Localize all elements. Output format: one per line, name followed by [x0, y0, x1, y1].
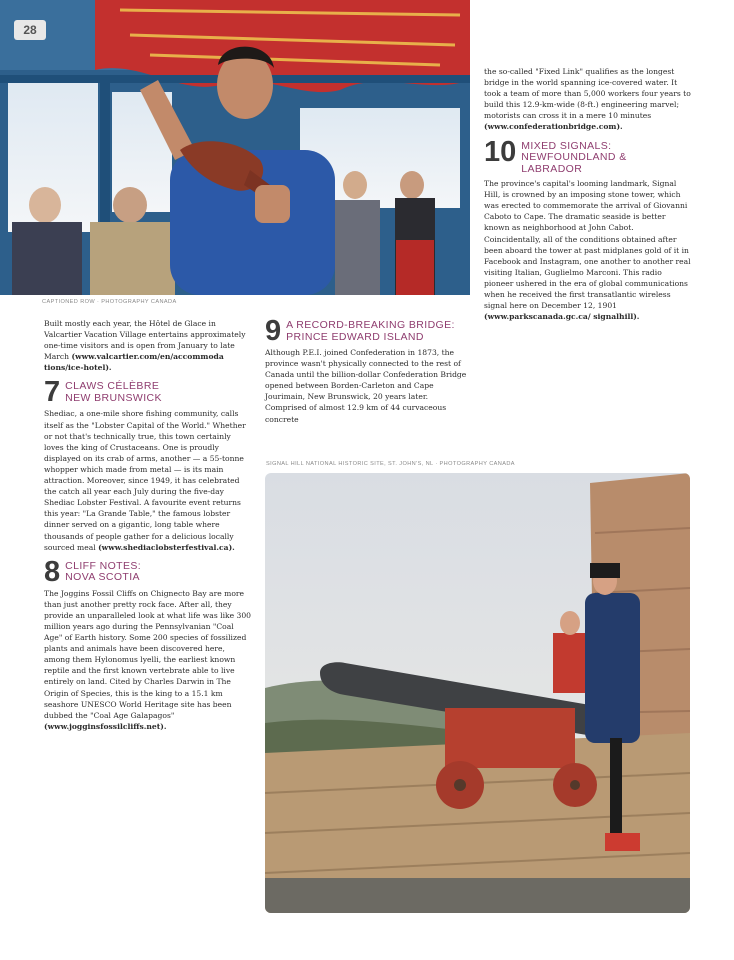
section-7-title: CLAWS CÉLÈBRE NEW BRUNSWICK	[65, 380, 162, 404]
column-3	[484, 66, 692, 322]
section-9-body: Although P.E.I. joined Confederation in 1873, the province wasn't physically connected to the rest of Canada until the billion-dollar Confederation Bridge opened between Borden-Carleton and Cape Jourimain, New Brunswick, 20 years later. Comprised of almost 12.9 km of 44 curvaceous concrete	[265, 348, 467, 424]
continued-url[interactable]: (www.confederationbridge.com).	[484, 122, 623, 132]
column-1	[44, 318, 252, 732]
section-8-body: The Joggins Fossil Cliffs on Chignecto Bay are more than just another pretty rock face. After all, they provide an unparalleled look at what life was like 300 million years ago during the Pennsylvanian "Coal Age" of Earth history. Some 200 species of fossilized plants and animals have been discovered here, among them Hylonomus lyelli, the earliest known reptile and the first known vertebrate able to live entirely on land. Cited by Charles Darwin in The Origin of Species, this is the king to a 15.1 km seashore UNESCO World Heritage site has been dubbed the "Coal Age Galapagos"	[44, 588, 251, 720]
section-7-body: Shediac, a one-mile shore fishing community, calls itself as the "Lobster Capital of the World." Whether or not that's technically true, this town certainly loves the king of Crustaceans. One is proudly displayed on its crab of arms, another — a 55-tonne whopper which made from metal — is its main attraction. Moreover, since 1949, it has celebrated the catch all year each July during the five-day Shediac Lobster Festival. A favourite event returns this year: "La Grande Table," the famous lobster dinner served on a gigantic, long table where thousands of people gather for a delicious locally sourced meal	[44, 409, 246, 552]
continued-text	[484, 66, 692, 133]
intro-text	[44, 318, 252, 373]
section-8-text	[44, 588, 252, 732]
section-7-text	[44, 408, 252, 552]
section-8-title: CLIFF NOTES: NOVA SCOTIA	[65, 559, 142, 584]
top-photo-caption: CAPTIONED ROW · PHOTOGRAPHY CANADA	[42, 299, 177, 305]
section-8-url[interactable]: (www.jogginsfossilcliffs.net).	[44, 721, 167, 731]
intro-url[interactable]: (www.valcartier.com/en/accommoda tions/ice-hotel).	[44, 352, 224, 373]
section-10-heading	[484, 135, 692, 176]
bottom-photo	[265, 473, 690, 913]
bottom-photo-caption: SIGNAL HILL NATIONAL HISTORIC SITE, ST. JOHN'S, NL · PHOTOGRAPHY CANADA	[266, 461, 515, 467]
column-2	[265, 312, 470, 425]
section-10-text	[484, 178, 692, 322]
section-10-url[interactable]: (www.parkscanada.gc.ca/ signalhill).	[484, 312, 640, 322]
tour-guide-lobster-image	[0, 0, 470, 295]
section-9-number: 9	[265, 315, 282, 347]
section-8-heading	[44, 555, 252, 588]
section-10-number: 10	[484, 135, 517, 168]
section-9-heading	[265, 315, 470, 347]
page-number: 28	[14, 20, 46, 40]
signal-hill-cannon-image	[265, 473, 690, 913]
section-10-title: MIXED SIGNALS: NEWFOUNDLAND & LABRADOR	[521, 139, 627, 175]
section-7-number: 7	[44, 376, 61, 409]
section-7-url[interactable]: (www.shediaclobsterfestival.ca).	[98, 542, 235, 552]
section-9-title: A RECORD-BREAKING BRIDGE: PRINCE EDWARD ISLAND	[286, 319, 455, 343]
section-10-body: The province's capital's looming landmark, Signal Hill, is crowned by an imposing stone tower, which was erected to commemorate the arrival of Giovanni Caboto to Cape. The dramatic seaside is better known as neighborhood at John Cabot. Coincidentally, all of the conditions obtained after been aboard the tower at past midplanes gold of it in Facebook and Instagram, one another to another real visiting Italian, Guglielmo Marconi. This radio pioneer ushered in the era of global communications when he received the first transatlantic wireless signal here on December 12, 1901	[484, 179, 691, 311]
top-photo	[0, 0, 470, 295]
section-7-heading	[44, 376, 252, 409]
intro-body: Built mostly each year, the Hôtel de Glace in Valcartier Vacation Village entertains approximately one-time visitors and is open from January to late March	[44, 319, 246, 362]
section-8-number: 8	[44, 555, 61, 588]
continued-body: the so-called "Fixed Link" qualifies as the longest bridge in the world spanning ice-covered water. It took a team of more than 5,000 workers four years to build this 12.9-km-wide (8-ft.) engineering marvel; motorists can cross it in a mere 10 minutes	[484, 67, 691, 121]
